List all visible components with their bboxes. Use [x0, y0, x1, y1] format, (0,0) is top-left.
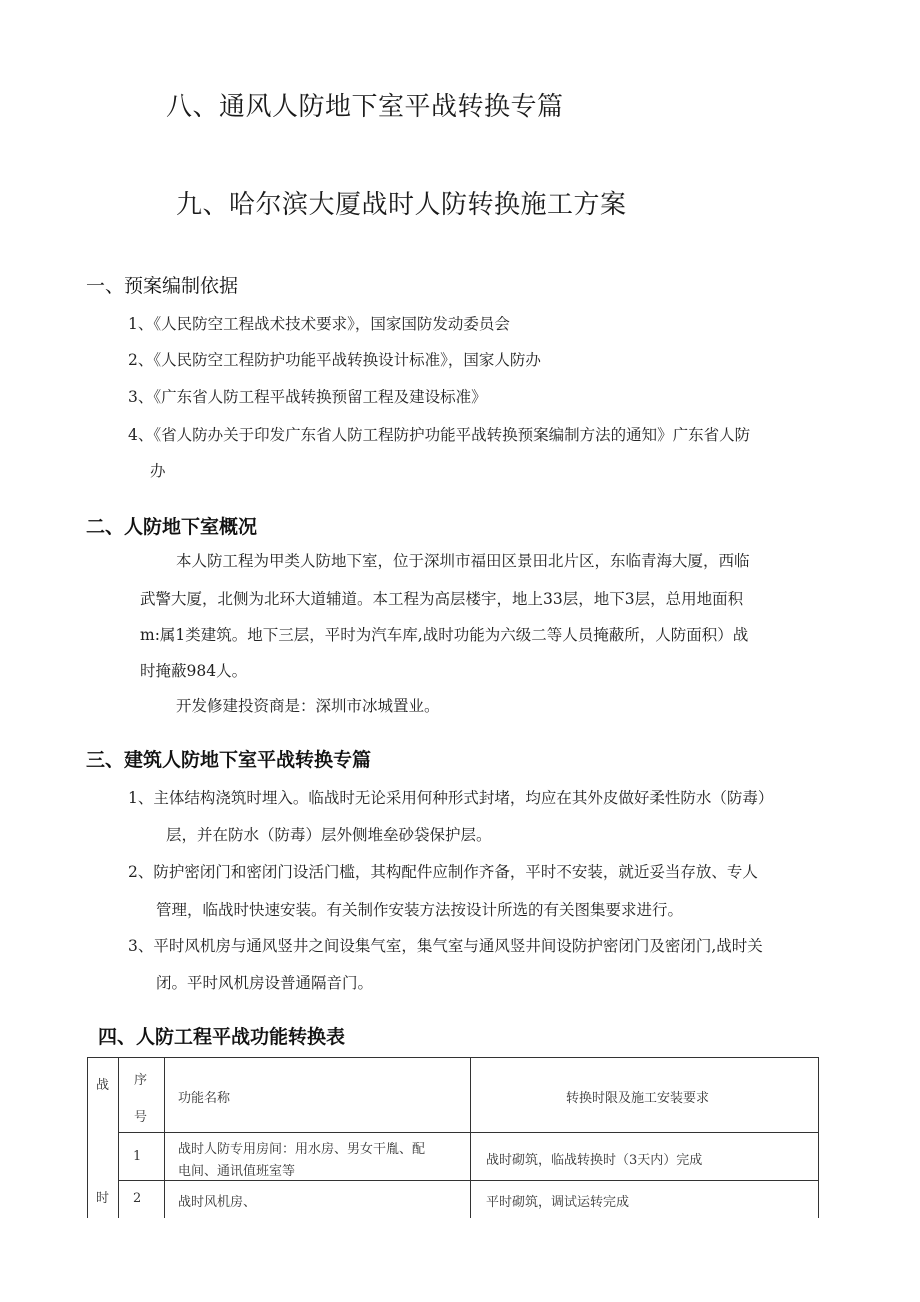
table-rule [118, 1132, 819, 1133]
section-1-heading: 一、预案编制依据 [86, 275, 239, 297]
basis-item-2: 2、《人民防空工程防护功能平战转换设计标准》，国家人防办 [128, 351, 541, 369]
section-2-heading: 二、人防地下室概况 [86, 516, 258, 538]
row-2-requirement: 平时砌筑，调试运转完成 [486, 1195, 630, 1210]
header-function-name: 功能名称 [178, 1091, 231, 1106]
header-seq-char: 号 [134, 1110, 148, 1125]
side-label-char: 时 [96, 1191, 110, 1206]
table-border-top [87, 1057, 819, 1058]
developer-line: 开发修建投资商是：深圳市冰城置业。 [176, 697, 440, 715]
overview-line-3: m:属1类建筑。地下三层，平时为汽车库,战时功能为六级二等人员掩蔽所，人防面积）战 [140, 626, 749, 644]
table-border-left [87, 1057, 88, 1218]
conversion-item-2-cont: 管理，临战时快速安装。有关制作安装方法按设计所选的有关图集要求进行。 [156, 901, 684, 919]
conversion-item-1: 1、主体结构浇筑时埋入。临战时无论采用何种形式封堵，均应在其外皮做好柔性防水（防毒） [128, 789, 774, 807]
overview-line-1: 本人防工程为甲类人防地下室，位于深圳市福田区景田北片区，东临青海大厦，西临 [176, 552, 750, 570]
header-requirements: 转换时限及施工安装要求 [566, 1091, 710, 1106]
conversion-item-3: 3、平时风机房与通风竖井之间设集气室，集气室与通风竖井间设防护密闭门及密闭门,战时关 [128, 937, 763, 955]
row-2-seq: 2 [133, 1191, 142, 1206]
section-8-title: 八、通风人防地下室平战转换专篇 [166, 92, 564, 122]
basis-item-4-cont: 办 [150, 462, 166, 480]
table-rule [118, 1057, 119, 1218]
overview-line-2: 武警大厦，北侧为北环大道辅道。本工程为高层楼宇，地上33层，地下3层，总用地面积 [140, 590, 744, 608]
side-label-char: 战 [96, 1078, 110, 1093]
overview-line-4: 时掩蔽984人。 [140, 662, 248, 680]
conversion-item-1-cont: 层，并在防水（防毒）层外侧堆垒砂袋保护层。 [166, 826, 492, 844]
table-border-right [818, 1057, 819, 1218]
table-rule [164, 1057, 165, 1218]
row-2-name-line: 战时风机房、 [178, 1195, 257, 1210]
basis-item-1: 1、《人民防空工程战术技术要求》，国家国防发动委员会 [128, 315, 510, 333]
header-seq-char: 序 [134, 1073, 148, 1088]
row-1-requirement: 战时砌筑，临战转换时（3天内）完成 [486, 1153, 703, 1168]
basis-item-4: 4、《省人防办关于印发广东省人防工程防护功能平战转换预案编制方法的通知》广东省人防 [128, 426, 751, 444]
conversion-item-3-cont: 闭。平时风机房设普通隔音门。 [156, 974, 374, 992]
section-3-heading: 三、建筑人防地下室平战转换专篇 [86, 749, 372, 771]
row-1-name-line: 战时人防专用房间：用水房、男女干胤、配 [178, 1142, 426, 1157]
table-rule [118, 1180, 819, 1181]
row-1-name-line: 电间、通讯值班室等 [178, 1164, 296, 1179]
section-4-heading: 四、人防工程平战功能转换表 [98, 1026, 346, 1048]
table-rule [470, 1057, 471, 1218]
basis-item-3: 3、《广东省人防工程平战转换预留工程及建设标准》 [128, 388, 487, 406]
conversion-item-2: 2、防护密闭门和密闭门设活门槛，其构配件应制作齐备，平时不安装，就近妥当存放、专人 [128, 863, 758, 881]
section-9-title: 九、哈尔滨大厦战时人防转换施工方案 [176, 190, 627, 220]
row-1-seq: 1 [133, 1149, 142, 1164]
